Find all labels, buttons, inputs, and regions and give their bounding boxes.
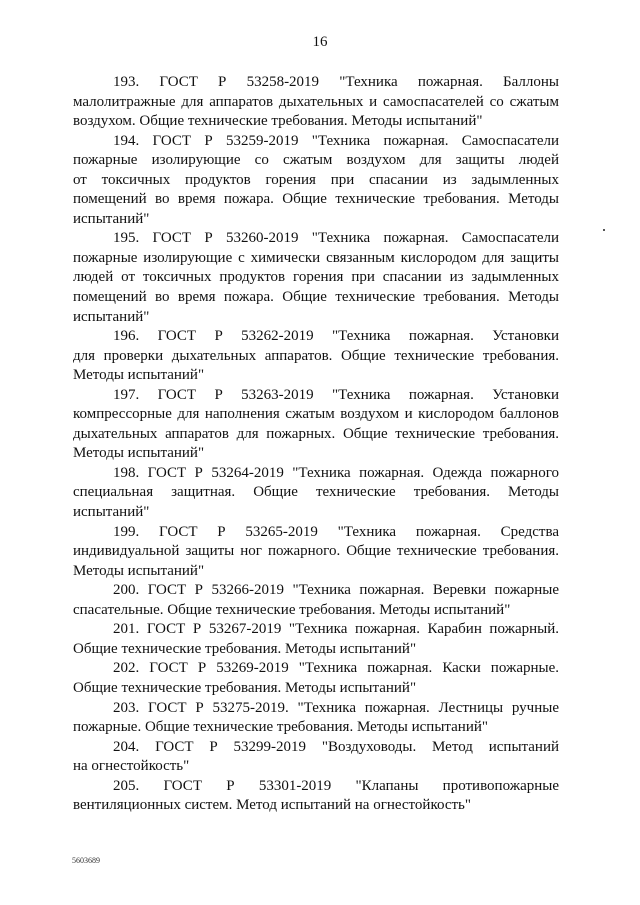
standard-entry bbox=[73, 132, 559, 230]
entry-text-line: Методы испытаний" bbox=[73, 367, 205, 384]
document-code: 5603689 bbox=[72, 856, 100, 865]
entry-text-line: Общие технические требования. Методы испытаний" bbox=[73, 640, 417, 657]
standard-entry bbox=[73, 386, 559, 464]
entry-heading-line: 201. ГОСТ Р 53267-2019 "Техника пожарная. Карабин пожарный. bbox=[113, 621, 559, 638]
entry-text-line: Методы испытаний" bbox=[73, 562, 205, 579]
entry-text-line: дыхательных аппаратов для пожарных. Общие технические требования. bbox=[73, 425, 559, 442]
scan-speck bbox=[603, 229, 605, 231]
standard-entry bbox=[73, 620, 559, 659]
entry-text-line: малолитражные для аппаратов дыхательных и самоспасателей со сжатым bbox=[73, 93, 559, 110]
entry-text-line: индивидуальной защиты ног пожарного. Общие технические требования. bbox=[73, 543, 559, 560]
entry-text-line: людей от токсичных продуктов горения при спасании из задымленных bbox=[73, 269, 559, 286]
standard-entry bbox=[73, 464, 559, 523]
entry-heading-line: 194. ГОСТ Р 53259-2019 "Техника пожарная. Самоспасатели bbox=[113, 132, 559, 149]
entry-text-line: пожарные. Общие технические требования. Методы испытаний" bbox=[73, 719, 489, 736]
entry-text-line: от токсичных продуктов горения при спасании из задымленных bbox=[73, 171, 559, 188]
entry-text-line: помещений во время пожара. Общие технические требования. Методы bbox=[73, 191, 559, 208]
entry-text-line: для проверки дыхательных аппаратов. Общие технические требования. bbox=[73, 347, 559, 364]
entry-heading-line: 203. ГОСТ Р 53275-2019. "Техника пожарная. Лестницы ручные bbox=[113, 699, 559, 716]
standard-entry bbox=[73, 229, 559, 327]
entry-text-line: специальная защитная. Общие технические требования. Методы bbox=[73, 484, 559, 501]
entry-text-line: помещений во время пожара. Общие технические требования. Методы bbox=[73, 289, 559, 306]
entry-text-line: Общие технические требования. Методы испытаний" bbox=[73, 679, 417, 696]
entry-text-line: вентиляционных систем. Метод испытаний на огнестойкость" bbox=[73, 797, 472, 814]
entry-text-line: испытаний" bbox=[73, 210, 150, 227]
page-number: 16 bbox=[312, 34, 328, 50]
entry-heading-line: 196. ГОСТ Р 53262-2019 "Техника пожарная. Установки bbox=[113, 328, 559, 345]
entry-heading-line: 199. ГОСТ Р 53265-2019 "Техника пожарная. Средства bbox=[113, 523, 559, 540]
entry-text-line: пожарные изолирующие с химически связанным кислородом для защиты bbox=[73, 249, 559, 266]
entry-heading-line: 198. ГОСТ Р 53264-2019 "Техника пожарная. Одежда пожарного bbox=[113, 464, 559, 481]
entry-heading-line: 202. ГОСТ Р 53269-2019 "Техника пожарная. Каски пожарные. bbox=[113, 660, 559, 677]
entry-heading-line: 197. ГОСТ Р 53263-2019 "Техника пожарная. Установки bbox=[113, 386, 559, 403]
entry-text-line: Методы испытаний" bbox=[73, 445, 205, 462]
entry-text-line: спасательные. Общие технические требования. Методы испытаний" bbox=[73, 601, 511, 618]
entry-heading-line: 204. ГОСТ Р 53299-2019 "Воздуховоды. Метод испытаний bbox=[113, 738, 559, 755]
entry-text-line: пожарные изолирующие со сжатым воздухом для защиты людей bbox=[73, 152, 559, 169]
standard-entry bbox=[73, 777, 559, 816]
entry-text-line: воздухом. Общие технические требования. Методы испытаний" bbox=[73, 113, 483, 130]
entry-text-line: испытаний" bbox=[73, 308, 150, 325]
entry-text-line: компрессорные для наполнения сжатым воздухом и кислородом баллонов bbox=[73, 406, 559, 423]
standard-entry bbox=[73, 699, 559, 738]
standard-entry bbox=[73, 523, 559, 582]
standard-entry bbox=[73, 327, 559, 386]
standard-entry bbox=[73, 738, 559, 777]
entry-heading-line: 193. ГОСТ Р 53258-2019 "Техника пожарная. Баллоны bbox=[113, 74, 559, 90]
standard-entry bbox=[73, 73, 559, 132]
entry-heading-line: 195. ГОСТ Р 53260-2019 "Техника пожарная. Самоспасатели bbox=[113, 230, 559, 247]
standard-entry bbox=[73, 659, 559, 698]
standards-list bbox=[73, 73, 559, 816]
entry-text-line: на огнестойкость" bbox=[73, 758, 190, 775]
entry-text-line: испытаний" bbox=[73, 504, 150, 521]
entry-heading-line: 205. ГОСТ Р 53301-2019 "Клапаны противопожарные bbox=[113, 777, 559, 794]
entry-heading-line: 200. ГОСТ Р 53266-2019 "Техника пожарная. Веревки пожарные bbox=[113, 582, 559, 599]
standard-entry bbox=[73, 581, 559, 620]
